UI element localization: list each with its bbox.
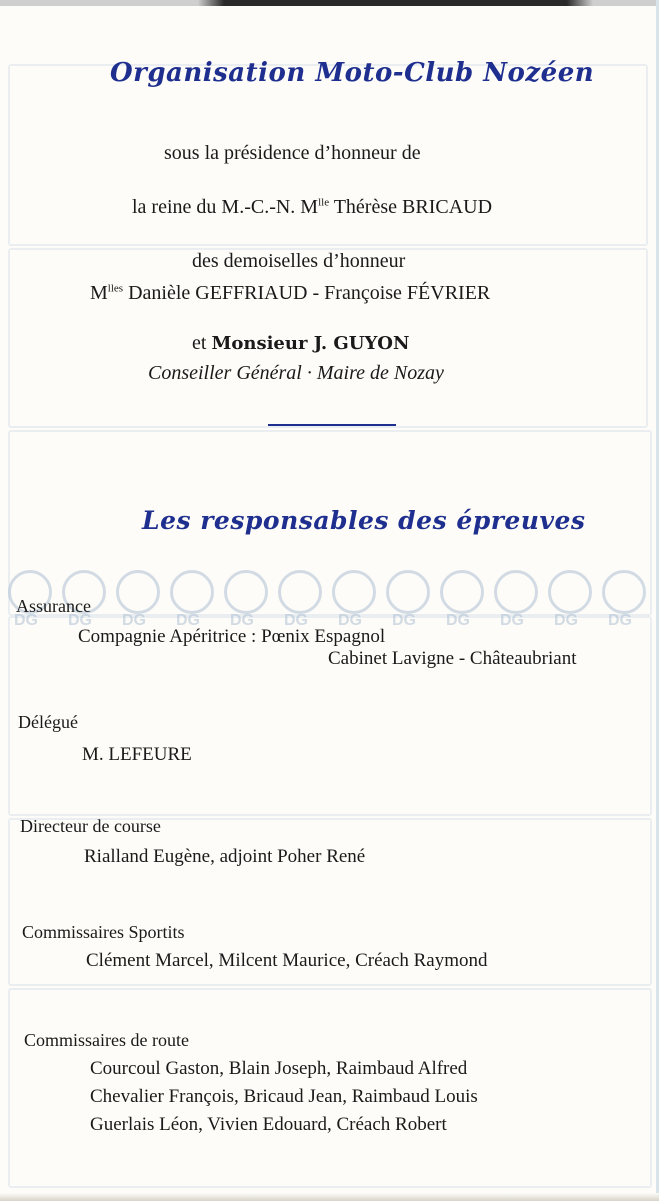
watermark-logo: DG: [58, 568, 112, 634]
miles-prefix: M: [90, 282, 108, 304]
commissaires-route-line-1: Courcoul Gaston, Blain Joseph, Raimbaud Alfred: [90, 1058, 468, 1079]
page-bottom-edge: [0, 1193, 659, 1201]
miles-line: [90, 282, 490, 305]
watermark-logo: DG: [166, 568, 220, 634]
watermark-logo: DG: [274, 568, 328, 634]
monsieur-name: Monsieur J. GUYON: [211, 333, 410, 354]
watermark-logo: DG: [220, 568, 274, 634]
role-directeur: Directeur de course: [20, 816, 161, 836]
role-commissaires-sportits: Commissaires Sportits: [22, 922, 185, 942]
watermark-logo: DG: [112, 568, 166, 634]
watermark-logo: DG: [598, 568, 652, 634]
demoiselles-line: des demoiselles d’honneur: [192, 250, 406, 272]
organisation-title: Organisation Moto-Club Nozéen: [110, 58, 595, 88]
watermark-logo: DG: [544, 568, 598, 634]
commissaires-route-line-2: Chevalier François, Bricaud Jean, Raimbaud Louis: [90, 1086, 478, 1107]
watermark-logo: DG: [4, 568, 58, 634]
watermark-logo: DG: [490, 568, 544, 634]
role-commissaires-route: Commissaires de route: [24, 1030, 189, 1050]
watermark-logo: DG: [436, 568, 490, 634]
reine-prefix: la reine du M.-C.-N. M: [132, 196, 319, 218]
reine-sup: lle: [318, 196, 330, 209]
role-delegue: Délégué: [18, 712, 78, 732]
directeur-line-1: Rialland Eugène, adjoint Poher René: [84, 846, 366, 867]
monsieur-line: [192, 332, 409, 355]
miles-sup: lles: [107, 282, 124, 295]
assurance-line-1: Compagnie Apéritrice : Pœnix Espagnol: [78, 626, 386, 647]
reine-name: Thérèse BRICAUD: [329, 196, 493, 218]
presidence-line: sous la présidence d’honneur de: [164, 142, 421, 164]
delegue-line-1: M. LEFEURE: [82, 744, 192, 765]
role-assurance: Assurance: [16, 596, 91, 616]
section-title: Les responsables des épreuves: [142, 506, 586, 535]
commissaires-sportits-line-1: Clément Marcel, Milcent Maurice, Créach Raymond: [86, 950, 488, 971]
watermark-logo: DG: [382, 568, 436, 634]
watermark-logo: DG: [328, 568, 382, 634]
page-top-edge: [0, 0, 659, 6]
reine-line: [132, 196, 492, 219]
miles-names: Danièle GEFFRIAUD - Françoise FÉVRIER: [123, 282, 491, 304]
assurance-line-2: Cabinet Lavigne - Châteaubriant: [328, 648, 577, 669]
conseiller-line: Conseiller Général · Maire de Nozay: [148, 362, 444, 384]
commissaires-route-line-3: Guerlais Léon, Vivien Edouard, Créach Robert: [90, 1114, 447, 1135]
divider-rule: [268, 424, 396, 426]
et-word: et: [192, 332, 212, 354]
